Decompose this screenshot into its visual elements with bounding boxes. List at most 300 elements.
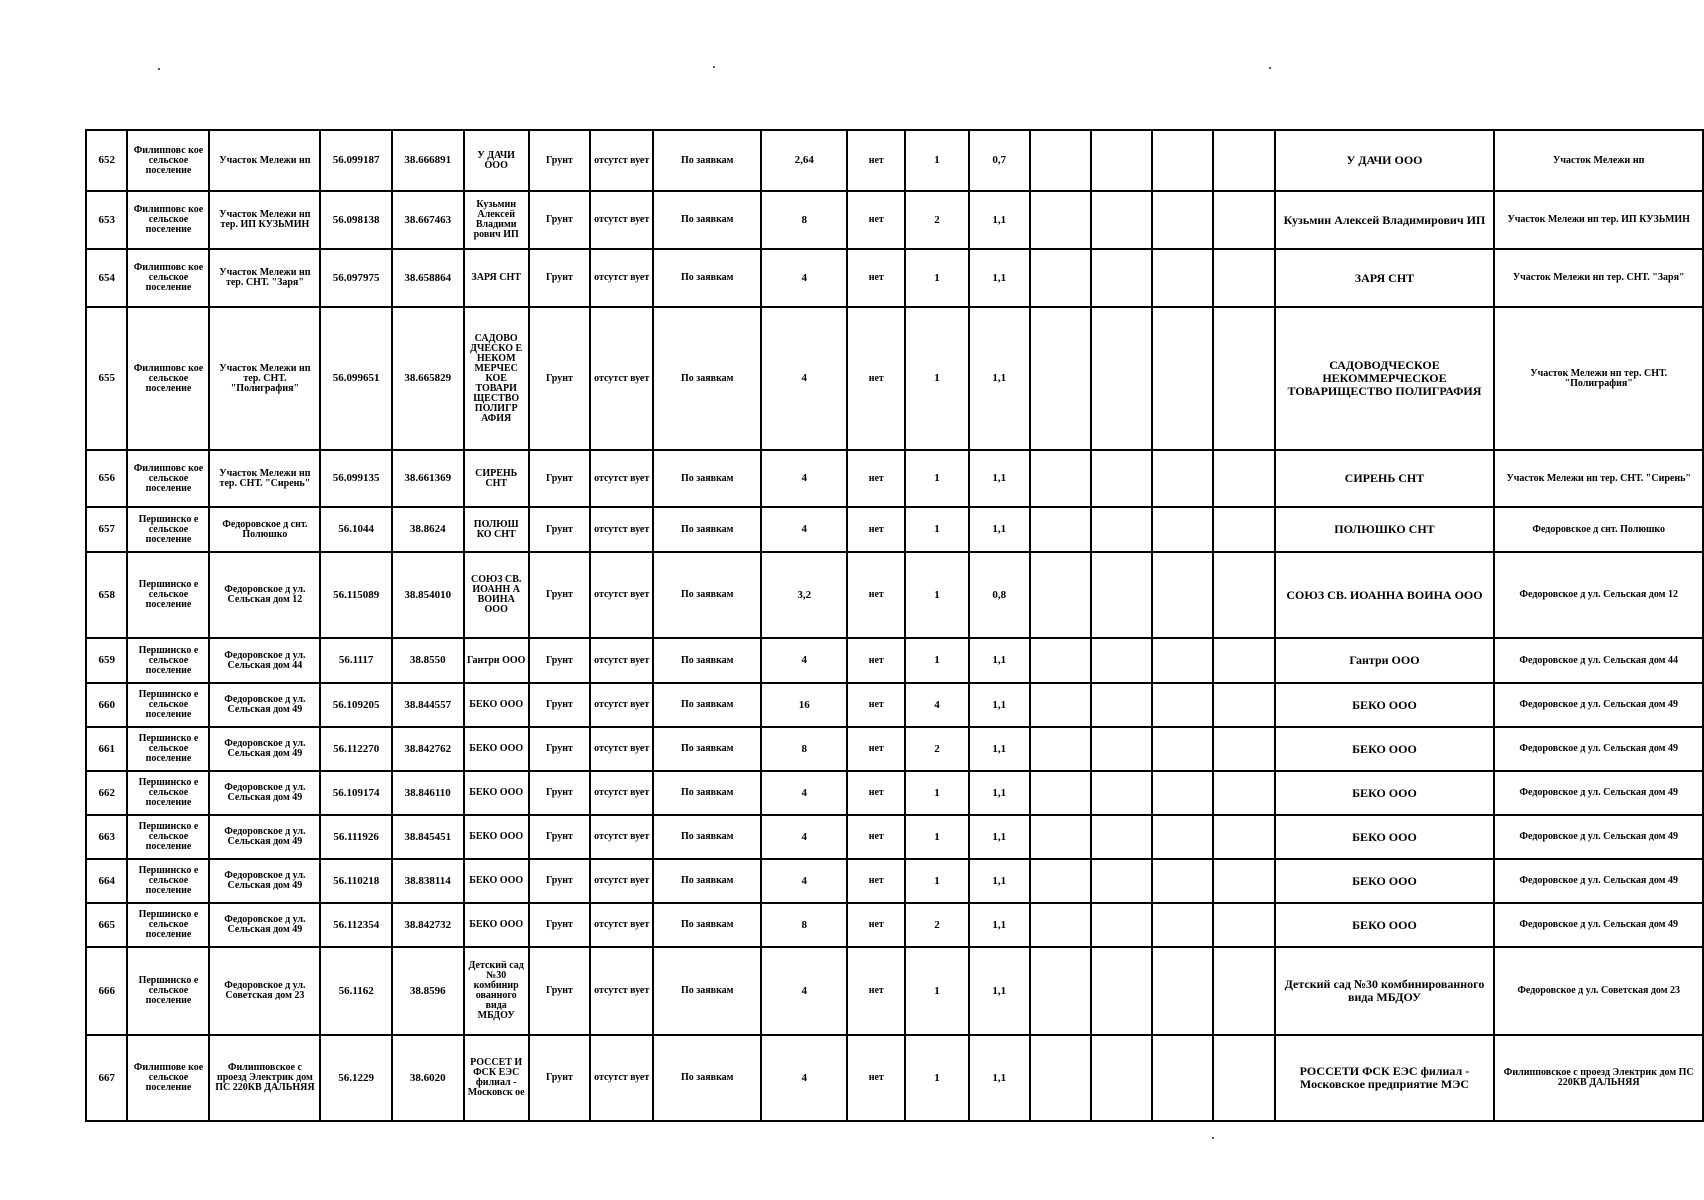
cell-row-number: 656 [86, 450, 127, 507]
table-row [86, 815, 1703, 859]
cell-waste-source: Федоровское д ул. Сельская дом 44 [1494, 638, 1703, 683]
cell-schedule: По заявкам [653, 507, 761, 552]
cell-row-number: 662 [86, 771, 127, 815]
cell-schedule: По заявкам [653, 683, 761, 727]
cell-fence: отсутст вует [590, 815, 653, 859]
cell-empty [1030, 552, 1091, 638]
cell-empty [1091, 903, 1152, 947]
cell-empty [1152, 307, 1213, 450]
cell-empty [1030, 727, 1091, 771]
cell-address: Федоровское д ул. Советская дом 23 [209, 947, 320, 1035]
cell-latitude: 56.099135 [320, 450, 392, 507]
cell-latitude: 56.1117 [320, 638, 392, 683]
cell-longitude: 38.6020 [392, 1035, 464, 1121]
cell-longitude: 38.844557 [392, 683, 464, 727]
cell-container-volume: 0,8 [969, 552, 1030, 638]
cell-waste-source: Федоровское д ул. Сельская дом 49 [1494, 859, 1703, 903]
cell-settlement: Першинско е сельское поселение [127, 815, 209, 859]
cell-container-volume: 1,1 [969, 727, 1030, 771]
cell-settlement: Филипповс кое сельское поселение [127, 130, 209, 191]
cell-schedule: По заявкам [653, 947, 761, 1035]
cell-container-qty: 1 [905, 507, 968, 552]
cell-container-volume: 1,1 [969, 249, 1030, 307]
cell-schedule: По заявкам [653, 191, 761, 249]
cell-latitude: 56.1044 [320, 507, 392, 552]
cell-container-volume: 1,1 [969, 771, 1030, 815]
cell-empty [1030, 771, 1091, 815]
cell-cover: нет [847, 507, 905, 552]
cell-empty [1091, 683, 1152, 727]
cell-longitude: 38.845451 [392, 815, 464, 859]
cell-fence: отсутст вует [590, 552, 653, 638]
cell-address: Федоровское д снт. Полюшко [209, 507, 320, 552]
registry-table [85, 129, 1704, 1122]
cell-surface: Грунт [529, 903, 590, 947]
cell-settlement: Филипповс кое сельское поселение [127, 191, 209, 249]
cell-container-qty: 1 [905, 1035, 968, 1121]
cell-address: Участок Мележи нп тер. СНТ. "Заря" [209, 249, 320, 307]
cell-empty [1213, 638, 1274, 683]
cell-empty [1030, 307, 1091, 450]
cell-row-number: 658 [86, 552, 127, 638]
cell-empty [1152, 815, 1213, 859]
cell-owner-full: БЕКО ООО [1275, 727, 1495, 771]
table-row [86, 1035, 1703, 1121]
cell-longitude: 38.658864 [392, 249, 464, 307]
cell-settlement: Першинско е сельское поселение [127, 507, 209, 552]
scan-dot [713, 66, 715, 68]
cell-cover: нет [847, 815, 905, 859]
cell-waste-source: Участок Мележи нп тер. СНТ. "Полиграфия" [1494, 307, 1703, 450]
cell-waste-source: Участок Мележи нп тер. ИП КУЗЬМИН [1494, 191, 1703, 249]
cell-row-number: 654 [86, 249, 127, 307]
cell-container-volume: 1,1 [969, 1035, 1030, 1121]
cell-schedule: По заявкам [653, 727, 761, 771]
cell-area: 4 [761, 859, 847, 903]
cell-latitude: 56.097975 [320, 249, 392, 307]
cell-owner-short: ЗАРЯ СНТ [464, 249, 529, 307]
cell-empty [1091, 191, 1152, 249]
cell-surface: Грунт [529, 638, 590, 683]
cell-waste-source: Федоровское д ул. Сельская дом 49 [1494, 815, 1703, 859]
cell-row-number: 667 [86, 1035, 127, 1121]
cell-owner-short: У ДАЧИ ООО [464, 130, 529, 191]
cell-empty [1213, 552, 1274, 638]
cell-schedule: По заявкам [653, 815, 761, 859]
cell-settlement: Филипповс кое сельское поселение [127, 307, 209, 450]
table-row [86, 903, 1703, 947]
cell-owner-short: Детский сад №30 комбинир ованного вида МБДОУ [464, 947, 529, 1035]
table-row [86, 638, 1703, 683]
cell-address: Федоровское д ул. Сельская дом 49 [209, 683, 320, 727]
cell-surface: Грунт [529, 307, 590, 450]
cell-empty [1030, 507, 1091, 552]
cell-empty [1152, 507, 1213, 552]
cell-empty [1030, 859, 1091, 903]
cell-container-qty: 1 [905, 859, 968, 903]
cell-address: Участок Мележи нп тер. СНТ. "Сирень" [209, 450, 320, 507]
cell-settlement: Филипповс кое сельское поселение [127, 450, 209, 507]
cell-container-volume: 1,1 [969, 683, 1030, 727]
cell-longitude: 38.846110 [392, 771, 464, 815]
cell-fence: отсутст вует [590, 1035, 653, 1121]
cell-fence: отсутст вует [590, 771, 653, 815]
cell-fence: отсутст вует [590, 727, 653, 771]
cell-empty [1213, 903, 1274, 947]
cell-fence: отсутст вует [590, 638, 653, 683]
cell-owner-full: БЕКО ООО [1275, 903, 1495, 947]
cell-owner-full: БЕКО ООО [1275, 815, 1495, 859]
cell-owner-short: СОЮЗ СВ. ИОАНН А ВОИНА ООО [464, 552, 529, 638]
cell-empty [1152, 859, 1213, 903]
cell-cover: нет [847, 947, 905, 1035]
cell-empty [1030, 903, 1091, 947]
cell-longitude: 38.8596 [392, 947, 464, 1035]
cell-schedule: По заявкам [653, 552, 761, 638]
cell-latitude: 56.1229 [320, 1035, 392, 1121]
cell-row-number: 660 [86, 683, 127, 727]
cell-empty [1152, 903, 1213, 947]
cell-settlement: Першинско е сельское поселение [127, 771, 209, 815]
cell-surface: Грунт [529, 683, 590, 727]
cell-longitude: 38.8550 [392, 638, 464, 683]
cell-waste-source: Участок Мележи нп тер. СНТ. "Сирень" [1494, 450, 1703, 507]
cell-fence: отсутст вует [590, 191, 653, 249]
cell-owner-short: БЕКО ООО [464, 903, 529, 947]
table-row [86, 507, 1703, 552]
cell-row-number: 652 [86, 130, 127, 191]
cell-owner-short: СИРЕНЬ СНТ [464, 450, 529, 507]
cell-container-qty: 4 [905, 683, 968, 727]
cell-latitude: 56.109205 [320, 683, 392, 727]
cell-latitude: 56.112270 [320, 727, 392, 771]
cell-empty [1213, 683, 1274, 727]
table-row [86, 683, 1703, 727]
cell-empty [1152, 130, 1213, 191]
cell-container-volume: 1,1 [969, 638, 1030, 683]
cell-settlement: Першинско е сельское поселение [127, 683, 209, 727]
cell-row-number: 655 [86, 307, 127, 450]
cell-area: 16 [761, 683, 847, 727]
cell-empty [1091, 130, 1152, 191]
cell-longitude: 38.665829 [392, 307, 464, 450]
cell-schedule: По заявкам [653, 1035, 761, 1121]
cell-surface: Грунт [529, 815, 590, 859]
cell-surface: Грунт [529, 130, 590, 191]
cell-owner-short: БЕКО ООО [464, 815, 529, 859]
cell-fence: отсутст вует [590, 130, 653, 191]
cell-cover: нет [847, 1035, 905, 1121]
cell-waste-source: Федоровское д ул. Сельская дом 49 [1494, 727, 1703, 771]
cell-latitude: 56.099187 [320, 130, 392, 191]
cell-longitude: 38.838114 [392, 859, 464, 903]
cell-container-qty: 1 [905, 815, 968, 859]
cell-owner-short: БЕКО ООО [464, 683, 529, 727]
cell-fence: отсутст вует [590, 307, 653, 450]
cell-address: Филипповское с проезд Электрик дом ПС 220КВ ДАЛЬНЯЯ [209, 1035, 320, 1121]
cell-address: Федоровское д ул. Сельская дом 49 [209, 771, 320, 815]
cell-surface: Грунт [529, 450, 590, 507]
cell-empty [1152, 191, 1213, 249]
cell-area: 4 [761, 307, 847, 450]
cell-surface: Грунт [529, 249, 590, 307]
cell-latitude: 56.109174 [320, 771, 392, 815]
cell-longitude: 38.666891 [392, 130, 464, 191]
cell-empty [1213, 727, 1274, 771]
cell-area: 4 [761, 450, 847, 507]
cell-container-qty: 2 [905, 191, 968, 249]
cell-owner-full: БЕКО ООО [1275, 683, 1495, 727]
cell-empty [1213, 815, 1274, 859]
cell-longitude: 38.8624 [392, 507, 464, 552]
cell-empty [1213, 947, 1274, 1035]
cell-owner-full: БЕКО ООО [1275, 771, 1495, 815]
cell-waste-source: Федоровское д ул. Сельская дом 49 [1494, 771, 1703, 815]
scan-dot [1212, 1137, 1214, 1139]
cell-container-qty: 2 [905, 727, 968, 771]
table-row [86, 450, 1703, 507]
cell-empty [1152, 771, 1213, 815]
scan-dot [1269, 67, 1271, 69]
cell-latitude: 56.111926 [320, 815, 392, 859]
cell-area: 2,64 [761, 130, 847, 191]
cell-surface: Грунт [529, 727, 590, 771]
cell-owner-full: Кузьмин Алексей Владимирович ИП [1275, 191, 1495, 249]
cell-empty [1030, 450, 1091, 507]
cell-cover: нет [847, 859, 905, 903]
cell-schedule: По заявкам [653, 307, 761, 450]
cell-empty [1030, 947, 1091, 1035]
cell-cover: нет [847, 130, 905, 191]
cell-settlement: Першинско е сельское поселение [127, 947, 209, 1035]
cell-cover: нет [847, 903, 905, 947]
cell-area: 4 [761, 815, 847, 859]
cell-container-volume: 1,1 [969, 307, 1030, 450]
cell-empty [1152, 1035, 1213, 1121]
table-row [86, 947, 1703, 1035]
cell-waste-source: Федоровское д ул. Сельская дом 49 [1494, 903, 1703, 947]
cell-schedule: По заявкам [653, 450, 761, 507]
cell-cover: нет [847, 727, 905, 771]
cell-area: 8 [761, 727, 847, 771]
cell-owner-full: Гантри ООО [1275, 638, 1495, 683]
cell-owner-full: РОССЕТИ ФСК ЕЭС филиал - Московское предприятие МЭС [1275, 1035, 1495, 1121]
cell-owner-full: ЗАРЯ СНТ [1275, 249, 1495, 307]
cell-cover: нет [847, 683, 905, 727]
table-row [86, 771, 1703, 815]
cell-settlement: Филиппове кое сельское поселение [127, 1035, 209, 1121]
cell-latitude: 56.099651 [320, 307, 392, 450]
cell-schedule: По заявкам [653, 771, 761, 815]
cell-empty [1030, 249, 1091, 307]
cell-row-number: 653 [86, 191, 127, 249]
cell-container-qty: 1 [905, 249, 968, 307]
cell-latitude: 56.112354 [320, 903, 392, 947]
cell-empty [1152, 249, 1213, 307]
cell-fence: отсутст вует [590, 249, 653, 307]
cell-empty [1030, 1035, 1091, 1121]
cell-latitude: 56.1162 [320, 947, 392, 1035]
cell-owner-short: САДОВО ДЧЕСКО Е НЕКОМ МЕРЧЕС КОЕ ТОВАРИ ЩЕСТВО ПОЛИГР АФИЯ [464, 307, 529, 450]
cell-empty [1030, 815, 1091, 859]
cell-owner-full: Детский сад №30 комбинированного вида МБДОУ [1275, 947, 1495, 1035]
cell-container-volume: 1,1 [969, 903, 1030, 947]
cell-schedule: По заявкам [653, 859, 761, 903]
table-row [86, 859, 1703, 903]
cell-surface: Грунт [529, 552, 590, 638]
cell-longitude: 38.842762 [392, 727, 464, 771]
cell-empty [1091, 771, 1152, 815]
cell-surface: Грунт [529, 191, 590, 249]
table-row [86, 191, 1703, 249]
cell-container-qty: 1 [905, 307, 968, 450]
cell-empty [1213, 249, 1274, 307]
cell-surface: Грунт [529, 771, 590, 815]
cell-empty [1152, 638, 1213, 683]
cell-owner-short: БЕКО ООО [464, 771, 529, 815]
cell-schedule: По заявкам [653, 130, 761, 191]
cell-address: Федоровское д ул. Сельская дом 49 [209, 727, 320, 771]
cell-owner-short: БЕКО ООО [464, 859, 529, 903]
cell-longitude: 38.667463 [392, 191, 464, 249]
cell-address: Участок Мележи нп [209, 130, 320, 191]
cell-owner-full: СИРЕНЬ СНТ [1275, 450, 1495, 507]
cell-empty [1213, 1035, 1274, 1121]
cell-container-qty: 2 [905, 903, 968, 947]
cell-empty [1030, 130, 1091, 191]
cell-waste-source: Филипповское с проезд Электрик дом ПС 220КВ ДАЛЬНЯЯ [1494, 1035, 1703, 1121]
cell-fence: отсутст вует [590, 507, 653, 552]
cell-empty [1091, 859, 1152, 903]
cell-empty [1091, 815, 1152, 859]
cell-empty [1213, 771, 1274, 815]
cell-empty [1152, 552, 1213, 638]
cell-empty [1213, 191, 1274, 249]
cell-owner-full: У ДАЧИ ООО [1275, 130, 1495, 191]
cell-row-number: 665 [86, 903, 127, 947]
cell-fence: отсутст вует [590, 450, 653, 507]
cell-owner-short: РОССЕТ И ФСК ЕЭС филиал - Московск ое [464, 1035, 529, 1121]
cell-row-number: 657 [86, 507, 127, 552]
cell-owner-short: Кузьмин Алексей Владими рович ИП [464, 191, 529, 249]
cell-container-qty: 1 [905, 130, 968, 191]
cell-settlement: Першинско е сельское поселение [127, 552, 209, 638]
cell-empty [1091, 727, 1152, 771]
cell-settlement: Першинско е сельское поселение [127, 903, 209, 947]
cell-address: Федоровское д ул. Сельская дом 49 [209, 903, 320, 947]
cell-fence: отсутст вует [590, 683, 653, 727]
table-row [86, 307, 1703, 450]
cell-address: Федоровское д ул. Сельская дом 49 [209, 859, 320, 903]
cell-owner-full: СОЮЗ СВ. ИОАННА ВОИНА ООО [1275, 552, 1495, 638]
cell-schedule: По заявкам [653, 249, 761, 307]
cell-waste-source: Участок Мележи нп [1494, 130, 1703, 191]
cell-area: 4 [761, 1035, 847, 1121]
cell-waste-source: Федоровское д снт. Полюшко [1494, 507, 1703, 552]
cell-owner-short: БЕКО ООО [464, 727, 529, 771]
cell-area: 4 [761, 947, 847, 1035]
cell-row-number: 661 [86, 727, 127, 771]
cell-schedule: По заявкам [653, 638, 761, 683]
cell-row-number: 659 [86, 638, 127, 683]
table-row [86, 249, 1703, 307]
table-row [86, 552, 1703, 638]
table-row [86, 130, 1703, 191]
cell-empty [1091, 947, 1152, 1035]
cell-container-volume: 1,1 [969, 947, 1030, 1035]
cell-empty [1091, 450, 1152, 507]
cell-area: 4 [761, 771, 847, 815]
cell-address: Федоровское д ул. Сельская дом 44 [209, 638, 320, 683]
cell-cover: нет [847, 307, 905, 450]
cell-waste-source: Федоровское д ул. Сельская дом 12 [1494, 552, 1703, 638]
cell-container-qty: 1 [905, 947, 968, 1035]
cell-owner-full: ПОЛЮШКО СНТ [1275, 507, 1495, 552]
cell-container-qty: 1 [905, 771, 968, 815]
cell-container-volume: 1,1 [969, 815, 1030, 859]
cell-empty [1213, 307, 1274, 450]
cell-container-volume: 1,1 [969, 191, 1030, 249]
cell-empty [1152, 727, 1213, 771]
cell-settlement: Першинско е сельское поселение [127, 859, 209, 903]
cell-latitude: 56.098138 [320, 191, 392, 249]
cell-area: 4 [761, 638, 847, 683]
cell-area: 4 [761, 507, 847, 552]
cell-empty [1091, 507, 1152, 552]
cell-area: 4 [761, 249, 847, 307]
cell-address: Федоровское д ул. Сельская дом 49 [209, 815, 320, 859]
cell-cover: нет [847, 771, 905, 815]
cell-empty [1213, 859, 1274, 903]
cell-empty [1091, 552, 1152, 638]
cell-latitude: 56.110218 [320, 859, 392, 903]
cell-empty [1213, 450, 1274, 507]
table-row [86, 727, 1703, 771]
cell-fence: отсутст вует [590, 947, 653, 1035]
cell-schedule: По заявкам [653, 903, 761, 947]
cell-address: Федоровское д ул. Сельская дом 12 [209, 552, 320, 638]
cell-owner-short: Гантри ООО [464, 638, 529, 683]
cell-settlement: Першинско е сельское поселение [127, 638, 209, 683]
cell-container-qty: 1 [905, 638, 968, 683]
cell-empty [1091, 1035, 1152, 1121]
cell-waste-source: Федоровское д ул. Советская дом 23 [1494, 947, 1703, 1035]
cell-address: Участок Мележи нп тер. ИП КУЗЬМИН [209, 191, 320, 249]
cell-surface: Грунт [529, 507, 590, 552]
cell-empty [1152, 450, 1213, 507]
cell-cover: нет [847, 638, 905, 683]
cell-container-volume: 1,1 [969, 859, 1030, 903]
cell-container-volume: 1,1 [969, 507, 1030, 552]
cell-container-qty: 1 [905, 552, 968, 638]
cell-waste-source: Федоровское д ул. Сельская дом 49 [1494, 683, 1703, 727]
cell-row-number: 664 [86, 859, 127, 903]
cell-owner-full: БЕКО ООО [1275, 859, 1495, 903]
cell-container-volume: 0,7 [969, 130, 1030, 191]
cell-area: 3,2 [761, 552, 847, 638]
cell-cover: нет [847, 191, 905, 249]
cell-empty [1030, 683, 1091, 727]
cell-empty [1091, 638, 1152, 683]
cell-empty [1091, 249, 1152, 307]
cell-empty [1030, 191, 1091, 249]
cell-longitude: 38.661369 [392, 450, 464, 507]
cell-longitude: 38.854010 [392, 552, 464, 638]
cell-area: 8 [761, 903, 847, 947]
cell-area: 8 [761, 191, 847, 249]
cell-owner-short: ПОЛЮШ КО СНТ [464, 507, 529, 552]
cell-owner-full: САДОВОДЧЕСКОЕ НЕКОММЕРЧЕСКОЕ ТОВАРИЩЕСТВО ПОЛИГРАФИЯ [1275, 307, 1495, 450]
